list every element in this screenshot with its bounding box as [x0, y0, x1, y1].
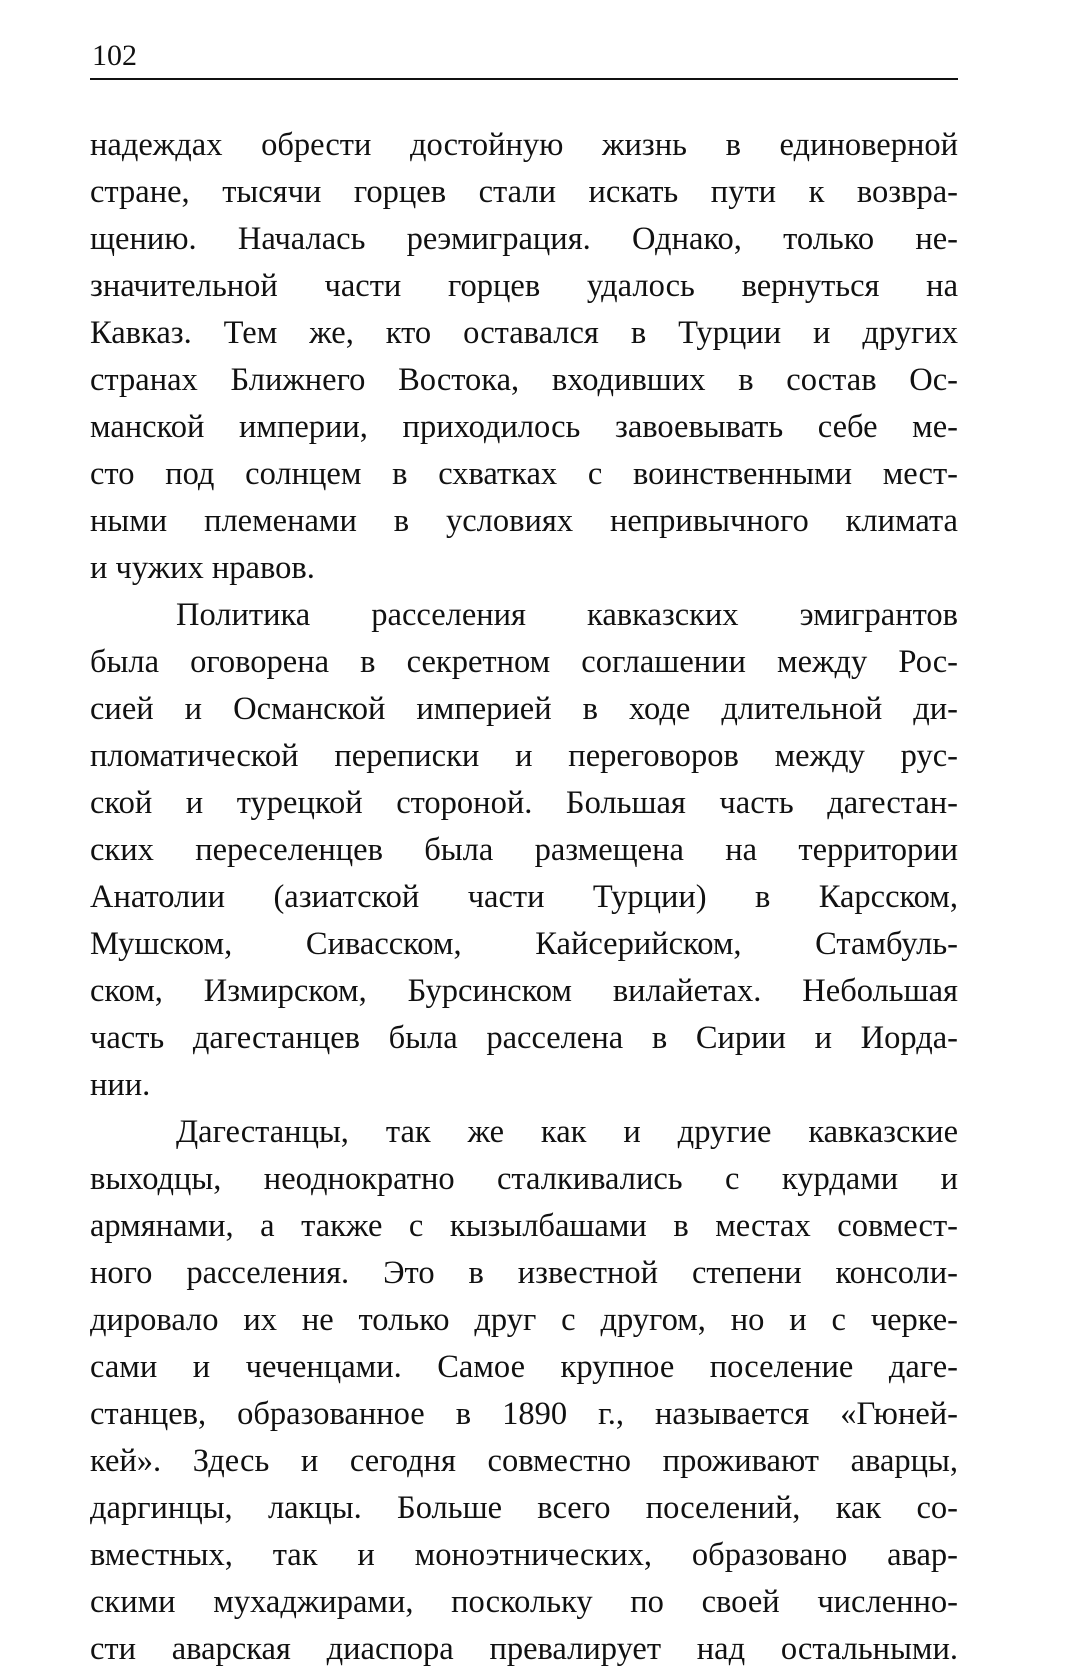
- text-line: вместных, так и моноэтнических, образовано авар-: [90, 1537, 958, 1573]
- text-line: сией и Османской империей в ходе длительной ди-: [90, 691, 958, 727]
- text-line: Анатолии (азиатской части Турции) в Карсском,: [90, 879, 958, 915]
- text-line: дировало их не только друг с другом, но и с черке-: [90, 1302, 958, 1338]
- text-line: Политика расселения кавказских эмигрантов: [176, 597, 958, 633]
- text-line: скими мухаджирами, поскольку по своей численно-: [90, 1584, 958, 1620]
- text-line: кей». Здесь и сегодня совместно проживают аварцы,: [90, 1443, 958, 1479]
- text-line: сто под солнцем в схватках с воинственными мест-: [90, 456, 958, 492]
- page-number: 102: [92, 39, 137, 72]
- header-rule: [90, 78, 958, 80]
- text-line: сти аварская диаспора превалирует над остальными.: [90, 1631, 958, 1667]
- text-line: и чужих нравов.: [90, 550, 315, 586]
- text-line: станцев, образованное в 1890 г., называется «Гюней-: [90, 1396, 958, 1432]
- text-line: пломатической переписки и переговоров между рус-: [90, 738, 958, 774]
- text-line: ными племенами в условиях непривычного климата: [90, 503, 958, 539]
- text-line: часть дагестанцев была расселена в Сирии и Иорда-: [90, 1020, 958, 1056]
- text-line: армянами, а также с кызылбашами в местах совмест-: [90, 1208, 958, 1244]
- text-line: стране, тысячи горцев стали искать пути к возвра-: [90, 174, 958, 210]
- text-line: нии.: [90, 1067, 151, 1103]
- text-line: странах Ближнего Востока, входивших в состав Ос-: [90, 362, 958, 398]
- text-line: была оговорена в секретном соглашении между Рос-: [90, 644, 958, 680]
- text-line: манской империи, приходилось завоевывать себе ме-: [90, 409, 958, 445]
- text-line: надеждах обрести достойную жизнь в единоверной: [90, 127, 958, 163]
- text-line: ском, Измирском, Бурсинском вилайетах. Небольшая: [90, 973, 958, 1009]
- text-line: щению. Началась реэмиграция. Однако, только не-: [90, 221, 958, 257]
- text-line: выходцы, неоднократно сталкивались с курдами и: [90, 1161, 958, 1197]
- text-line: сами и чеченцами. Самое крупное поселение даге-: [90, 1349, 958, 1385]
- text-line: Дагестанцы, так же как и другие кавказские: [176, 1114, 958, 1150]
- text-line: Мушском, Сивасском, Кайсерийском, Стамбуль-: [90, 926, 958, 962]
- text-line: значительной части горцев удалось вернуться на: [90, 268, 958, 304]
- text-line: Кавказ. Тем же, кто оставался в Турции и других: [90, 315, 958, 351]
- text-line: ских переселенцев была размещена на территории: [90, 832, 958, 868]
- page-body: [90, 122, 958, 1673]
- text-line: даргинцы, лакцы. Больше всего поселений, как со-: [90, 1490, 958, 1526]
- text-line: ской и турецкой стороной. Большая часть дагестан-: [90, 785, 958, 821]
- text-line: ного расселения. Это в известной степени консоли-: [90, 1255, 958, 1291]
